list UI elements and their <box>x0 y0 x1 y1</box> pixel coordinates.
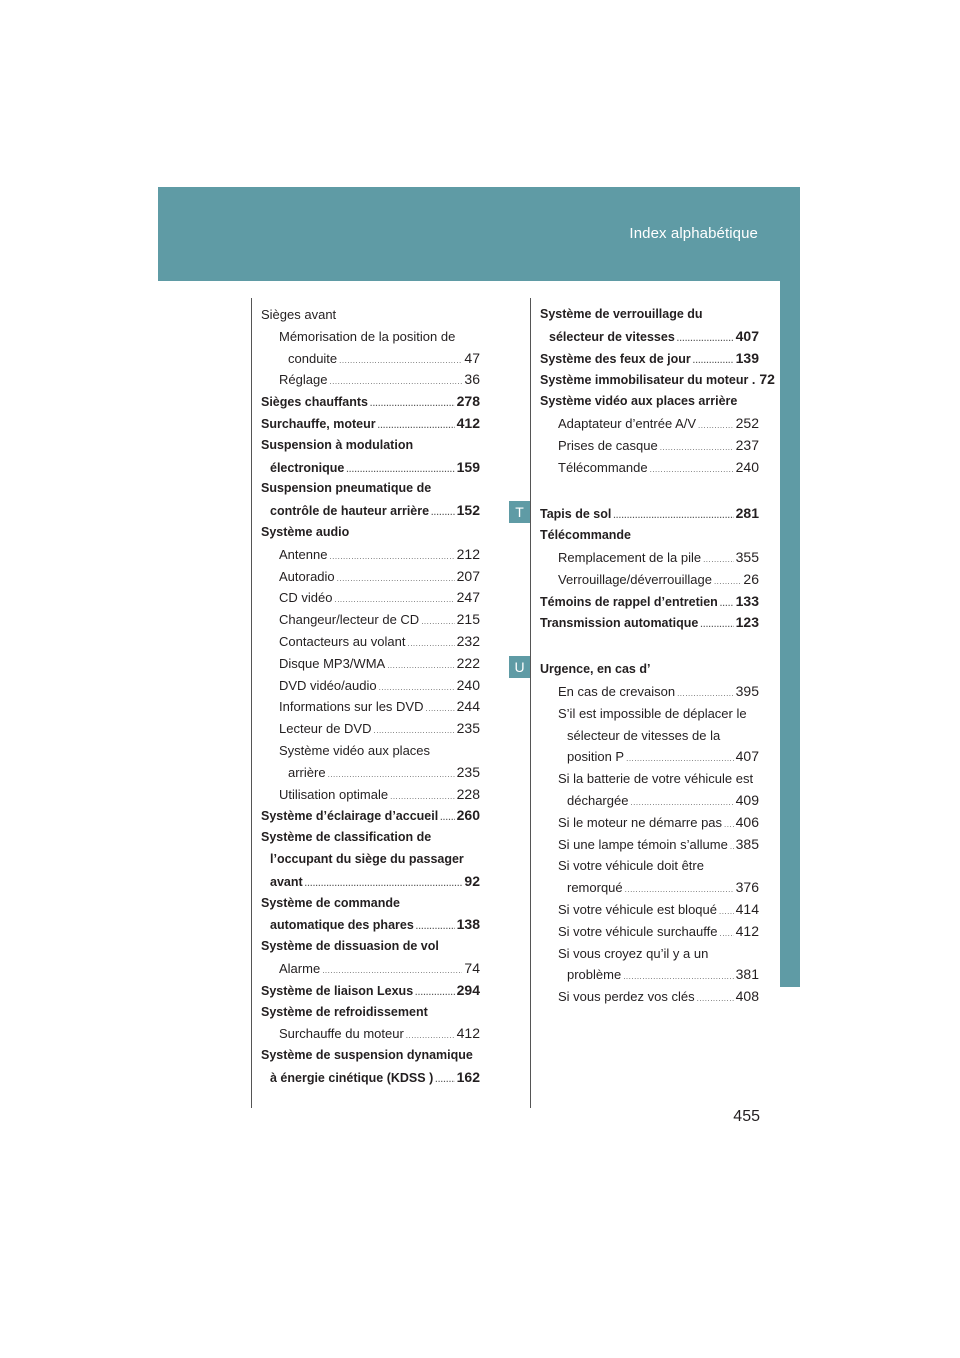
index-entry <box>261 696 480 718</box>
index-entry <box>540 790 759 812</box>
index-entry-text: avant <box>270 874 303 889</box>
index-entry: Système de refroidissement <box>261 1004 428 1019</box>
index-entry-text: DVD vidéo/audio <box>279 677 377 693</box>
leader-dots <box>370 393 455 415</box>
index-entry-text: Réglage <box>279 372 328 388</box>
index-entry: Système de suspension dynamique <box>261 1048 473 1063</box>
index-entry-page: 406 <box>735 813 759 830</box>
index-entry-page: 207 <box>456 567 480 584</box>
leader-dots <box>677 683 734 705</box>
index-entry-text: position P <box>567 749 625 765</box>
index-entry-text: problème <box>567 967 622 983</box>
index-entry-text: électronique <box>270 460 345 475</box>
index-entry-text: Antenne <box>279 546 328 562</box>
index-entry-page: 162 <box>456 1068 480 1085</box>
index-entry-text: Système immobilisateur du moteur . <box>540 373 756 388</box>
index-entry-text: Sièges chauffants <box>261 395 368 410</box>
index-entry-page: 385 <box>735 835 759 852</box>
index-entry-text: Adaptateur d’entrée A/V <box>558 415 697 431</box>
index-entry-text: CD vidéo <box>279 590 333 606</box>
index-entry-page: 215 <box>456 611 480 628</box>
leader-dots <box>698 415 734 437</box>
leader-dots <box>329 371 462 393</box>
index-entry <box>261 675 480 697</box>
index-entry-text: remorqué <box>567 880 623 896</box>
index-entry: Système de dissuasion de vol <box>261 939 439 954</box>
leader-dots <box>625 879 734 901</box>
leader-dots <box>387 655 454 677</box>
leader-dots <box>613 505 733 527</box>
left-column-rule <box>251 298 252 1108</box>
leader-dots <box>407 633 454 655</box>
index-entry-page: 395 <box>735 682 759 699</box>
index-entry <box>261 609 480 631</box>
index-entry-page: 376 <box>735 879 759 896</box>
index-entry-text: Autoradio <box>279 568 335 584</box>
index-entry-text: Lecteur de DVD <box>279 721 372 737</box>
index-entry <box>261 413 480 435</box>
index-entry-text: Remplacement de la pile <box>558 549 702 565</box>
index-entry: Télécommande <box>540 528 632 543</box>
leader-dots <box>730 836 734 858</box>
index-entry <box>540 964 759 986</box>
index-entry <box>540 681 759 703</box>
index-entry-page: 412 <box>735 922 759 939</box>
index-entry <box>540 612 759 634</box>
index-entry-page: 139 <box>735 349 759 366</box>
index-entry <box>540 326 759 348</box>
leader-dots <box>703 549 734 571</box>
index-entry <box>540 812 759 834</box>
index-entry <box>540 569 759 591</box>
index-entry-page: 412 <box>456 1025 480 1042</box>
index-entry-page: 235 <box>456 763 480 780</box>
leader-dots <box>720 593 734 615</box>
index-entry-page: 408 <box>735 988 759 1005</box>
index-entry <box>540 921 759 943</box>
index-entry: Système vidéo aux places <box>279 742 431 758</box>
index-entry <box>261 914 480 936</box>
index-entry-text: Contacteurs au volant <box>279 633 406 649</box>
leader-dots <box>714 571 741 593</box>
index-entry-page: 72 <box>759 371 775 388</box>
index-entry <box>540 547 759 569</box>
index-entry-page: 252 <box>735 414 759 431</box>
side-thumb-tab <box>780 281 800 987</box>
index-entry-text: Disque MP3/WMA <box>279 655 386 671</box>
index-entry <box>261 631 480 653</box>
index-entry: Urgence, en cas d’ <box>540 662 651 677</box>
index-entry <box>540 591 759 613</box>
index-entry-text: En cas de crevaison <box>558 683 676 699</box>
leader-dots <box>693 350 734 372</box>
index-entry <box>540 457 759 479</box>
index-entry: Si votre véhicule doit être <box>558 858 704 874</box>
index-entry-page: 414 <box>735 900 759 917</box>
index-entry: Suspension pneumatique de <box>261 481 432 496</box>
index-entry-page: 228 <box>456 785 480 802</box>
index-entry-page: 36 <box>464 371 480 388</box>
index-column-right <box>540 304 775 1008</box>
index-entry <box>540 503 759 525</box>
index-entry-page: 240 <box>735 458 759 475</box>
leader-dots <box>719 923 733 945</box>
index-entry-text: contrôle de hauteur arrière <box>270 504 430 519</box>
index-entry-text: Système d’éclairage d’accueil <box>261 809 439 824</box>
index-entry-text: conduite <box>288 350 338 366</box>
index-entry <box>261 1023 480 1045</box>
leader-dots <box>378 415 455 437</box>
index-entry: Sièges avant <box>261 307 337 322</box>
leader-dots <box>339 350 462 372</box>
index-entry <box>261 653 480 675</box>
index-entry-page: 212 <box>456 545 480 562</box>
index-entry-page: 247 <box>456 589 480 606</box>
index-entry-text: sélecteur de vitesses <box>549 329 675 344</box>
leader-dots <box>700 614 733 636</box>
index-entry: Si la batterie de votre véhicule est <box>558 771 754 787</box>
leader-dots <box>416 916 455 938</box>
index-entry: Système de verrouillage du <box>540 307 703 321</box>
index-entry <box>261 980 480 1002</box>
index-entry <box>540 435 759 457</box>
index-entry-text: Transmission automatique <box>540 616 699 631</box>
section-gap <box>540 478 759 503</box>
index-entry <box>261 391 480 413</box>
index-entry-text: Système des feux de jour <box>540 351 691 366</box>
index-entry: S’il est impossible de déplacer le <box>558 705 747 721</box>
leader-dots <box>431 502 455 524</box>
index-entry-page: 222 <box>456 654 480 671</box>
index-section-u <box>540 659 759 1008</box>
leader-dots <box>334 589 454 611</box>
leader-dots <box>379 677 455 699</box>
leader-dots <box>626 748 734 770</box>
leader-dots <box>440 807 454 829</box>
page-number: 455 <box>733 1108 760 1125</box>
index-entry <box>261 718 480 740</box>
index-entry <box>261 762 480 784</box>
index-entry <box>261 587 480 609</box>
leader-dots <box>415 982 454 1004</box>
header-title: Index alphabétique <box>629 225 758 242</box>
leader-dots <box>719 901 734 923</box>
index-entry: sélecteur de vitesses de la <box>567 727 721 743</box>
index-entry <box>540 986 759 1008</box>
index-entry-text: déchargée <box>567 792 629 808</box>
index-entry <box>540 746 759 768</box>
index-entry-page: 92 <box>464 872 480 889</box>
index-entry: Mémorisation de la position de <box>279 328 456 344</box>
middle-column-rule <box>530 298 531 1108</box>
index-entry-text: Changeur/lecteur de CD <box>279 612 420 628</box>
index-entry <box>261 500 480 522</box>
index-entry-page: 281 <box>735 505 759 522</box>
index-entry-page: 278 <box>456 393 480 410</box>
index-entry: Système de classification de <box>261 830 432 845</box>
leader-dots <box>623 966 733 988</box>
index-entry-page: 47 <box>464 349 480 366</box>
index-entry <box>261 871 480 893</box>
index-entry <box>261 544 480 566</box>
letter-tab-t: T <box>509 501 530 523</box>
section-gap <box>540 634 759 659</box>
index-entry <box>261 348 480 370</box>
index-entry-text: Verrouillage/déverrouillage <box>558 571 712 587</box>
leader-dots <box>650 459 734 481</box>
leader-dots <box>337 568 455 590</box>
index-entry-page: 412 <box>456 414 480 431</box>
index-entry <box>261 784 480 806</box>
index-entry-text: Si votre véhicule surchauffe <box>558 923 718 939</box>
index-section-s <box>540 304 775 478</box>
index-entry <box>540 834 759 856</box>
index-entry <box>540 369 775 391</box>
index-entry-text: Utilisation optimale <box>279 786 389 802</box>
index-entry-page: 355 <box>735 548 759 565</box>
index-entry-page: 244 <box>456 698 480 715</box>
index-entry-page: 237 <box>735 436 759 453</box>
index-entry-page: 74 <box>464 959 480 976</box>
leader-dots <box>435 1069 454 1091</box>
index-entry-page: 381 <box>735 966 759 983</box>
index-entry-text: Si votre véhicule est bloqué <box>558 901 717 917</box>
index-entry <box>261 1067 480 1089</box>
index-entry-text: Témoins de rappel d’entretien <box>540 594 718 609</box>
index-column-left <box>261 304 480 1089</box>
index-entry-page: 123 <box>735 614 759 631</box>
index-entry-text: Surchauffe du moteur <box>279 1026 404 1042</box>
header-band <box>158 187 800 281</box>
index-entry <box>261 457 480 479</box>
leader-dots <box>322 960 462 982</box>
index-entry-text: Informations sur les DVD <box>279 699 424 715</box>
index-entry: Système vidéo aux places arrière <box>540 394 738 409</box>
index-entry <box>540 413 759 435</box>
index-entry <box>261 369 480 391</box>
index-entry <box>540 877 759 899</box>
index-entry-text: Alarme <box>279 960 321 976</box>
index-entry-page: 159 <box>456 458 480 475</box>
index-entry-text: Si une lampe témoin s’allume <box>558 836 728 852</box>
index-entry-page: 26 <box>743 570 759 587</box>
index-entry-text: Si le moteur ne démarre pas <box>558 814 723 830</box>
index-entry-page: 240 <box>456 676 480 693</box>
index-entry-text: à énergie cinétique (KDSS ) <box>270 1070 434 1085</box>
leader-dots <box>374 720 455 742</box>
leader-dots <box>660 437 734 459</box>
index-entry-text: Tapis de sol <box>540 507 612 522</box>
index-entry-text: Surchauffe, moteur <box>261 416 376 431</box>
index-entry <box>261 566 480 588</box>
index-entry-text: Prises de casque <box>558 437 658 453</box>
index-entry <box>261 805 480 827</box>
leader-dots <box>390 786 455 808</box>
index-entry-text: automatique des phares <box>270 918 414 933</box>
index-entry-page: 138 <box>456 916 480 933</box>
index-entry: Système de commande <box>261 895 400 910</box>
index-entry: Suspension à modulation <box>261 437 414 452</box>
index-entry: l’occupant du siège du passager <box>270 851 464 866</box>
leader-dots <box>346 459 454 481</box>
leader-dots <box>630 792 733 814</box>
index-entry-page: 407 <box>735 748 759 765</box>
index-entry: Système audio <box>261 524 350 539</box>
index-entry-page: 407 <box>735 327 759 344</box>
index-entry-text: Télécommande <box>558 459 648 475</box>
index-entry: Si vous croyez qu’il y a un <box>558 945 709 961</box>
index-entry <box>540 899 759 921</box>
index-section-t <box>540 503 759 634</box>
leader-dots <box>406 1025 455 1047</box>
leader-dots <box>724 814 734 836</box>
letter-tab-u: U <box>509 656 530 678</box>
index-entry-text: arrière <box>288 764 326 780</box>
index-entry-text: Si vous perdez vos clés <box>558 989 695 1005</box>
index-entry-page: 260 <box>456 807 480 824</box>
index-entry-page: 232 <box>456 632 480 649</box>
leader-dots <box>426 698 455 720</box>
leader-dots <box>421 611 454 633</box>
index-entry-page: 294 <box>456 981 480 998</box>
leader-dots <box>697 988 734 1010</box>
index-entry <box>261 958 480 980</box>
index-entry <box>540 348 759 370</box>
leader-dots <box>305 873 463 895</box>
leader-dots <box>328 764 455 786</box>
leader-dots <box>329 546 454 568</box>
index-entry-page: 235 <box>456 720 480 737</box>
index-entry-page: 409 <box>735 791 759 808</box>
index-entry-page: 133 <box>735 592 759 609</box>
leader-dots <box>677 328 734 350</box>
index-entry-text: Système de liaison Lexus <box>261 983 414 998</box>
index-entry-page: 152 <box>456 502 480 519</box>
